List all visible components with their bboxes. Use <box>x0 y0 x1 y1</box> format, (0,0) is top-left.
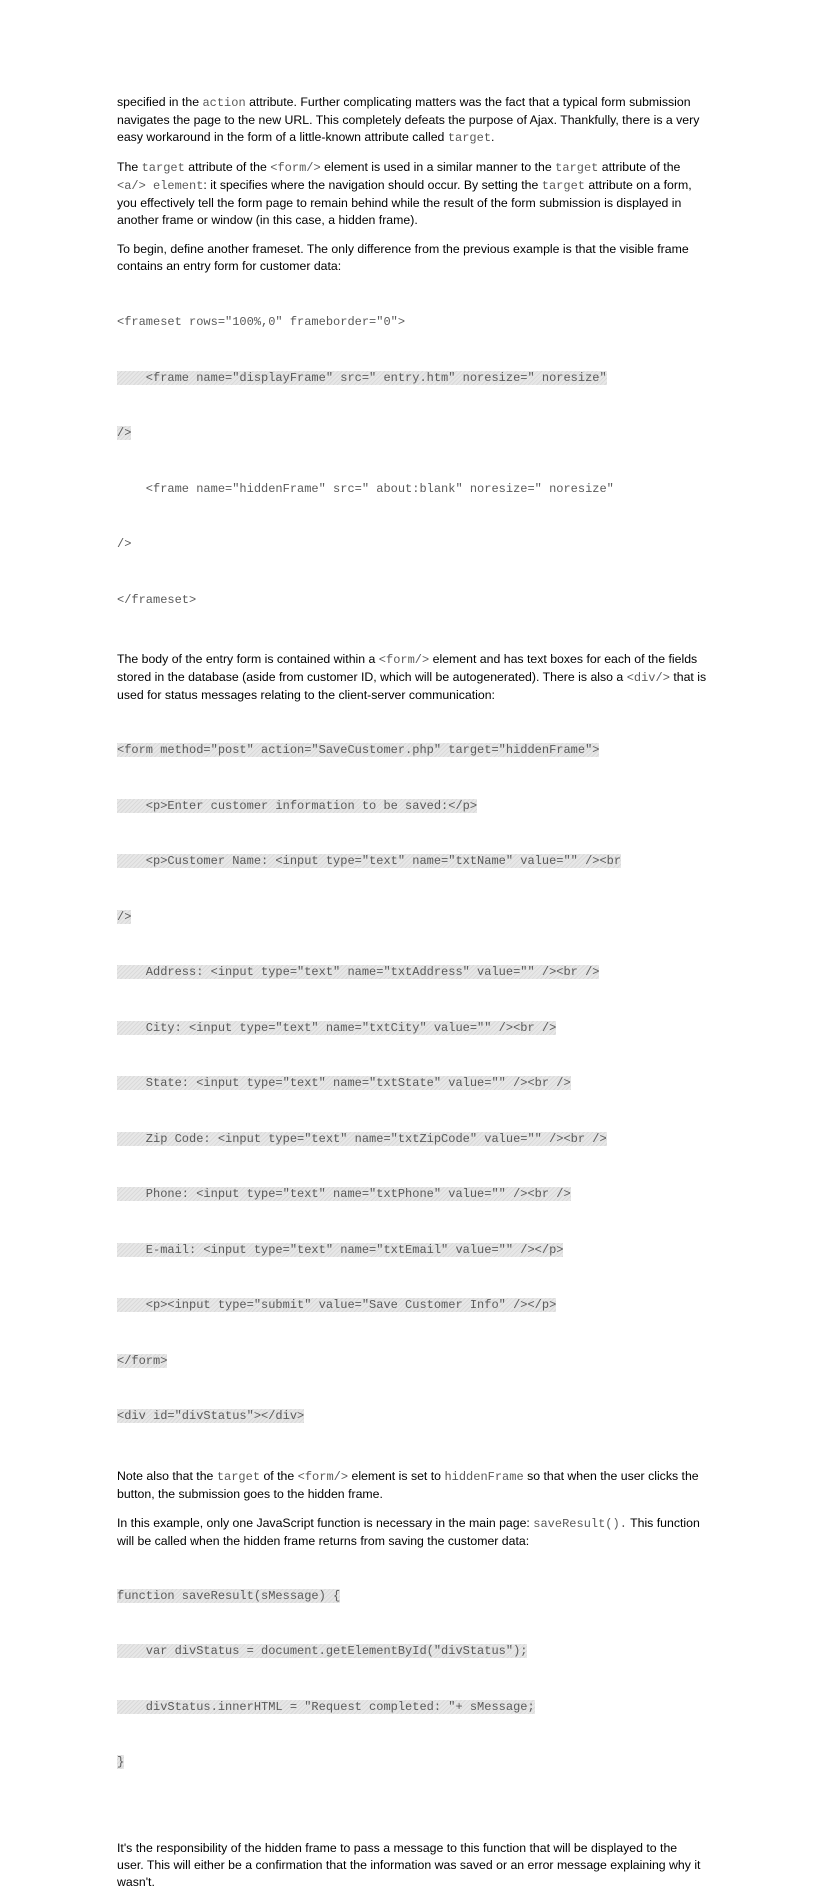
code-line: divStatus.innerHTML = "Request completed: "+ sMessage; <box>117 1699 535 1714</box>
text: of the <box>260 1468 298 1483</box>
paragraph-hidden-frame-responsibility: It's the responsibility of the hidden frame to pass a message to this function that will be displayed to the user. This will either be a confirmation that the information was saved or an error message explaining why it wasn't. <box>117 1840 701 1889</box>
code-block-frameset <box>117 280 707 647</box>
inline-code: target <box>216 1469 261 1484</box>
text: specified in the <box>117 95 203 109</box>
code-line: Zip Code: <input type="text" name="txtZipCode" value="" /><br /> <box>117 1131 607 1146</box>
code-line: </frameset> <box>117 592 197 607</box>
text: In this example, only one JavaScript function is necessary in the main page: <box>117 1515 534 1530</box>
text: The body of the entry form is contained within a <box>117 652 379 666</box>
code-line: } <box>117 1755 125 1769</box>
code-line: /> <box>117 426 132 440</box>
code-block-function <box>117 1554 707 1810</box>
inline-code: <form/> <box>270 161 321 175</box>
inline-code: <div/> <box>626 671 670 685</box>
paragraph-target-attribute <box>117 159 707 229</box>
text: attribute of the <box>184 160 271 174</box>
document-page <box>117 94 707 1891</box>
code-line: Address: <input type="text" name="txtAddress" value="" /><br /> <box>117 965 600 979</box>
code-line: Phone: <input type="text" name="txtPhone" value="" /><br /> <box>117 1187 571 1201</box>
code-line: <frameset rows="100%,0" frameborder="0"> <box>117 315 406 329</box>
paragraph-frameset-intro: To begin, define another frameset. The only difference from the previous example is that the visible frame contains an entry form for customer data: <box>117 242 689 273</box>
code-line: </form> <box>117 1353 168 1368</box>
text: This function will be called when the hidden frame returns from saving the customer data: <box>117 1515 700 1548</box>
inline-code: action <box>202 96 246 110</box>
code-line: /> <box>117 909 132 924</box>
code-line: <form method="post" action="SaveCustomer.php" target="hiddenFrame"> <box>117 743 600 757</box>
code-line: <frame name="hiddenFrame" src=" about:blank" noresize=" noresize" <box>117 481 614 496</box>
inline-code: <form/> <box>378 653 430 667</box>
paragraph-target-note <box>117 1468 707 1503</box>
code-line: City: <input type="text" name="txtCity" value="" /><br /> <box>117 1020 557 1035</box>
text: so that when the user clicks the button, the submission goes to the hidden frame. <box>117 1468 699 1501</box>
inline-code: target <box>141 161 185 175</box>
text: Note also that the <box>117 1468 217 1483</box>
code-line: var divStatus = document.getElementById("divStatus"); <box>117 1644 528 1658</box>
code-line: State: <input type="text" name="txtState" value="" /><br /> <box>117 1076 571 1090</box>
inline-code: target <box>555 161 599 175</box>
text: that is used for status messages relating to the client-server communication: <box>117 670 707 702</box>
text: The <box>117 160 142 174</box>
text: attribute on a form, you effectively tell the form page to remain behind while the result of the form submission is displayed in another frame or window (in this case, a hidden frame). <box>117 178 692 227</box>
code-block-form <box>117 708 707 1464</box>
paragraph-entry-form <box>117 651 707 704</box>
inline-code: <a/> element <box>117 179 204 193</box>
text: element is set to <box>348 1468 445 1483</box>
text: . <box>491 130 495 144</box>
text: attribute of the <box>598 160 681 174</box>
inline-code: target <box>447 131 492 145</box>
paragraph-javascript-function <box>117 1515 707 1550</box>
code-line: <p>Customer Name: <input type="text" name="txtName" value="" /><br <box>117 854 622 868</box>
code-line: function saveResult(sMessage) { <box>117 1588 341 1603</box>
code-line: <p>Enter customer information to be saved:</p> <box>117 798 478 813</box>
text: : it specifies where the navigation should occur. By setting the <box>203 178 542 192</box>
code-line: <frame name="displayFrame" src=" entry.htm" noresize=" noresize" <box>117 370 607 385</box>
paragraph-target-intro <box>117 94 707 147</box>
code-line: <div id="divStatus"></div> <box>117 1409 305 1423</box>
text: element and has text boxes for each of the fields stored in the database (aside from customer ID, which will be autogenerated). There is also a <box>117 652 698 684</box>
code-line: <p><input type="submit" value="Save Customer Info" /></p> <box>117 1298 557 1312</box>
inline-code: <form/> <box>297 1469 349 1484</box>
text: attribute. Further complicating matters was the fact that a typical form submission navigates the page to the new URL. This completely defeats the purpose of Ajax. Thankfully, there is a very easy workaround in the form of a little-known attribute called <box>117 95 700 144</box>
code-line: /> <box>117 537 132 551</box>
code-line: E-mail: <input type="text" name="txtEmail" value="" /></p> <box>117 1242 564 1257</box>
inline-code: saveResult(). <box>533 1516 627 1531</box>
inline-code: target <box>541 179 585 193</box>
text: element is used in a similar manner to the <box>320 160 556 174</box>
inline-code: hiddenFrame <box>444 1469 524 1484</box>
